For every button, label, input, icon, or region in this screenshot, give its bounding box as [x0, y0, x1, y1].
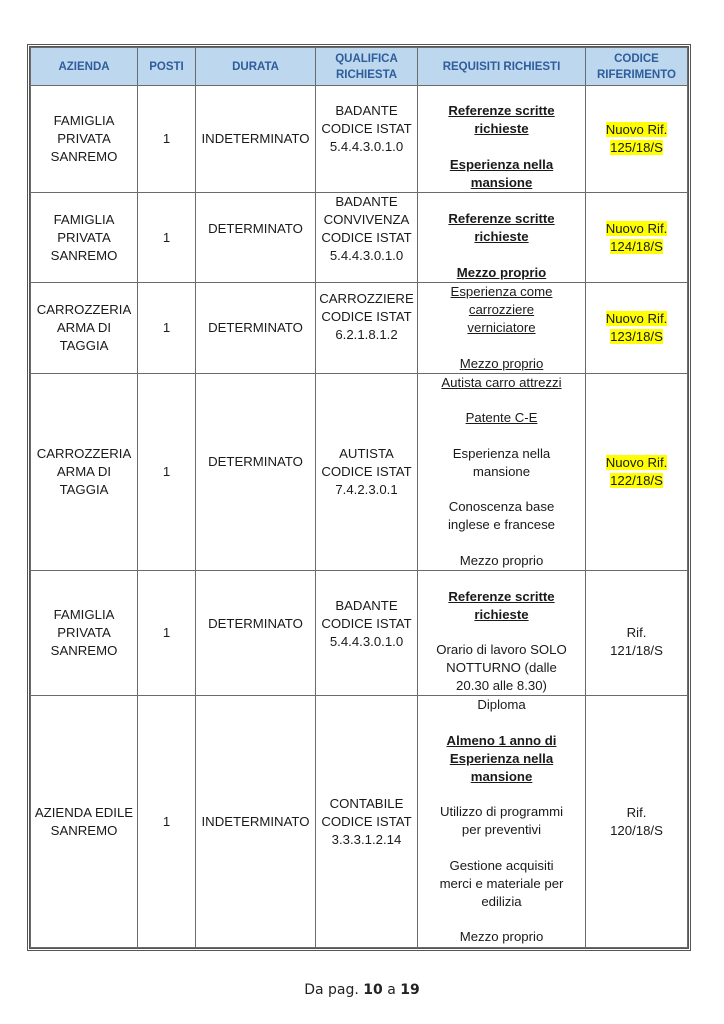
codice-highlight: Nuovo Rif.: [605, 220, 668, 236]
cell-qualifica: [316, 283, 418, 374]
cell-azienda: [31, 570, 138, 696]
cell-posti: 1: [138, 86, 196, 193]
cell-durata: DETERMINATO: [196, 570, 316, 696]
header-qualifica: [316, 48, 418, 86]
requisito-line: Referenze scritte: [448, 103, 555, 118]
qualifica-line: 6.2.1.8.1.2: [335, 327, 398, 342]
cell-codice: [586, 696, 688, 948]
cell-requisiti: [418, 283, 586, 374]
cell-codice: [586, 373, 688, 570]
azienda-line: CARROZZERIA: [36, 301, 132, 317]
requisito-line: Referenze scritte: [448, 588, 555, 604]
footer-prefix: Da pag.: [304, 982, 359, 998]
azienda-line: PRIVATA: [57, 229, 111, 245]
job-offers-table: [30, 47, 688, 948]
requisito-line: Autista carro attrezzi: [441, 374, 562, 390]
cell-azienda: [31, 86, 138, 193]
qualifica-line: CODICE ISTAT: [321, 813, 412, 829]
requisito-line: Almeno 1 anno di: [446, 732, 557, 748]
requisito-line: richieste: [474, 121, 529, 136]
cell-codice: [586, 283, 688, 374]
spacer: [421, 911, 582, 929]
cell-azienda: [31, 373, 138, 570]
cell-qualifica: [316, 696, 418, 948]
requisito-line: Mezzo proprio: [459, 552, 544, 568]
cell-codice: [586, 193, 688, 283]
spacer: [421, 786, 582, 804]
qualifica-line: AUTISTA: [339, 445, 394, 461]
cell-requisiti: [418, 570, 586, 696]
qualifica-line: 5.4.4.3.0.1.0: [329, 633, 404, 649]
cell-durata: DETERMINATO: [196, 193, 316, 283]
table-row: [31, 283, 688, 374]
requisito-line: Mezzo proprio: [456, 264, 547, 280]
header-qualifica-line: RICHIESTA: [335, 68, 398, 81]
requisito-line: Esperienza nella: [449, 750, 554, 766]
cell-durata: INDETERMINATO: [196, 696, 316, 948]
job-offers-table-frame: [27, 44, 691, 951]
qualifica-line: 3.3.3.1.2.14: [331, 831, 402, 847]
requisito-line: verniciatore: [467, 320, 536, 335]
cell-posti: 1: [138, 373, 196, 570]
cell-posti: 1: [138, 696, 196, 948]
header-durata: DURATA: [196, 48, 316, 86]
cell-durata: INDETERMINATO: [196, 86, 316, 193]
qualifica-line: 5.4.4.3.0.1.0: [329, 139, 404, 154]
codice-text: Rif.: [626, 804, 647, 820]
table-row: [31, 193, 688, 283]
cell-qualifica: [316, 373, 418, 570]
page-range-footer: [0, 982, 724, 998]
cell-codice: [586, 570, 688, 696]
table-row: [31, 696, 688, 948]
requisito-line: Mezzo proprio: [459, 355, 544, 371]
footer-from-page: 10: [363, 982, 383, 998]
azienda-line: AZIENDA EDILE: [34, 804, 134, 820]
codice-highlight: 122/18/S: [610, 472, 663, 488]
codice-highlight: Nuovo Rif.: [605, 454, 668, 470]
azienda-line: ARMA DI: [56, 463, 112, 479]
azienda-line: FAMIGLIA: [53, 113, 115, 128]
codice-text: 120/18/S: [610, 822, 663, 838]
requisito-line: Patente C-E: [465, 410, 538, 425]
table-row: [31, 570, 688, 696]
azienda-line: SANREMO: [50, 247, 118, 263]
qualifica-line: CODICE ISTAT: [321, 463, 412, 479]
azienda-line: SANREMO: [50, 822, 118, 838]
requisito-line: Gestione acquisiti: [449, 857, 554, 873]
cell-azienda: [31, 193, 138, 283]
azienda-line: CARROZZERIA: [36, 445, 132, 461]
requisito-line: carrozziere: [468, 302, 535, 317]
requisito-line: Esperienza nella: [452, 445, 551, 461]
qualifica-line: CONVIVENZA: [323, 212, 410, 227]
table-header-row: [31, 48, 688, 86]
spacer: [421, 427, 582, 445]
cell-posti: 1: [138, 570, 196, 696]
azienda-line: SANREMO: [50, 642, 118, 658]
requisito-line: inglese e francese: [447, 517, 556, 532]
codice-text: 121/18/S: [610, 642, 663, 658]
qualifica-line: CONTABILE: [329, 795, 404, 811]
azienda-line: PRIVATA: [57, 624, 111, 640]
qualifica-line: CODICE ISTAT: [321, 121, 412, 136]
cell-durata: DETERMINATO: [196, 373, 316, 570]
cell-requisiti: [418, 373, 586, 570]
spacer: [421, 392, 582, 410]
requisito-line: Orario di lavoro SOLO: [436, 642, 567, 657]
requisito-line: Esperienza come: [450, 284, 553, 299]
spacer: [421, 714, 582, 732]
cell-posti: 1: [138, 193, 196, 283]
codice-highlight: 124/18/S: [610, 238, 663, 254]
requisito-line: Esperienza nella: [449, 156, 554, 172]
cell-durata: DETERMINATO: [196, 283, 316, 374]
spacer: [421, 534, 582, 552]
requisito-line: richieste: [474, 606, 529, 622]
cell-azienda: [31, 283, 138, 374]
requisito-line: mansione: [472, 463, 531, 479]
requisito-line: NOTTURNO (dalle: [446, 660, 557, 675]
spacer: [421, 138, 582, 156]
footer-separator: a: [387, 982, 396, 998]
azienda-line: ARMA DI: [56, 319, 112, 335]
header-qualifica-line: QUALIFICA: [335, 52, 398, 65]
requisito-line: merci e materiale per: [439, 875, 564, 891]
cell-qualifica: [316, 86, 418, 193]
azienda-line: PRIVATA: [57, 131, 111, 146]
qualifica-line: CODICE ISTAT: [321, 615, 412, 631]
qualifica-line: BADANTE: [335, 103, 398, 118]
requisito-line: edilizia: [481, 893, 522, 909]
codice-highlight: 125/18/S: [610, 140, 663, 155]
azienda-line: TAGGIA: [59, 481, 109, 497]
cell-requisiti: [418, 193, 586, 283]
spacer: [421, 246, 582, 264]
requisito-line: per preventivi: [461, 822, 542, 837]
header-azienda: AZIENDA: [31, 48, 138, 86]
qualifica-line: 5.4.4.3.0.1.0: [329, 248, 404, 263]
codice-text: Rif.: [626, 624, 647, 640]
qualifica-line: 7.4.2.3.0.1: [335, 481, 398, 497]
cell-posti: 1: [138, 283, 196, 374]
requisito-line: Utilizzo di programmi: [439, 804, 564, 819]
requisito-line: Diploma: [477, 697, 526, 712]
qualifica-line: CODICE ISTAT: [321, 309, 412, 324]
requisito-line: 20.30 alle 8.30): [456, 678, 547, 693]
requisito-line: mansione: [470, 174, 533, 190]
cell-codice: [586, 86, 688, 193]
table-row: [31, 86, 688, 193]
requisito-line: mansione: [470, 768, 533, 784]
azienda-line: FAMIGLIA: [53, 606, 115, 622]
spacer: [421, 839, 582, 857]
azienda-line: TAGGIA: [59, 337, 109, 353]
qualifica-line: CARROZZIERE: [319, 291, 414, 306]
azienda-line: FAMIGLIA: [53, 211, 115, 227]
cell-requisiti: [418, 86, 586, 193]
spacer: [421, 624, 582, 642]
requisito-line: richieste: [474, 229, 529, 244]
requisito-line: Mezzo proprio: [459, 929, 544, 944]
table-row: [31, 373, 688, 570]
cell-qualifica: [316, 193, 418, 283]
spacer: [421, 337, 582, 355]
azienda-line: SANREMO: [50, 149, 118, 164]
qualifica-line: BADANTE: [335, 194, 398, 209]
header-codice: [586, 48, 688, 86]
header-codice-line: RIFERIMENTO: [596, 68, 676, 81]
requisito-line: Conoscenza base: [448, 499, 555, 514]
codice-highlight: Nuovo Rif.: [605, 122, 668, 137]
qualifica-line: CODICE ISTAT: [321, 230, 412, 245]
cell-requisiti: [418, 696, 586, 948]
codice-highlight: 123/18/S: [610, 328, 663, 344]
header-codice-line: CODICE: [614, 52, 659, 65]
footer-to-page: 19: [400, 982, 420, 998]
header-posti: POSTI: [138, 48, 196, 86]
codice-highlight: Nuovo Rif.: [605, 310, 668, 326]
cell-qualifica: [316, 570, 418, 696]
cell-azienda: [31, 696, 138, 948]
requisito-line: Referenze scritte: [448, 211, 555, 226]
qualifica-line: BADANTE: [335, 597, 398, 613]
spacer: [421, 481, 582, 499]
header-requisiti: REQUISITI RICHIESTI: [418, 48, 586, 86]
